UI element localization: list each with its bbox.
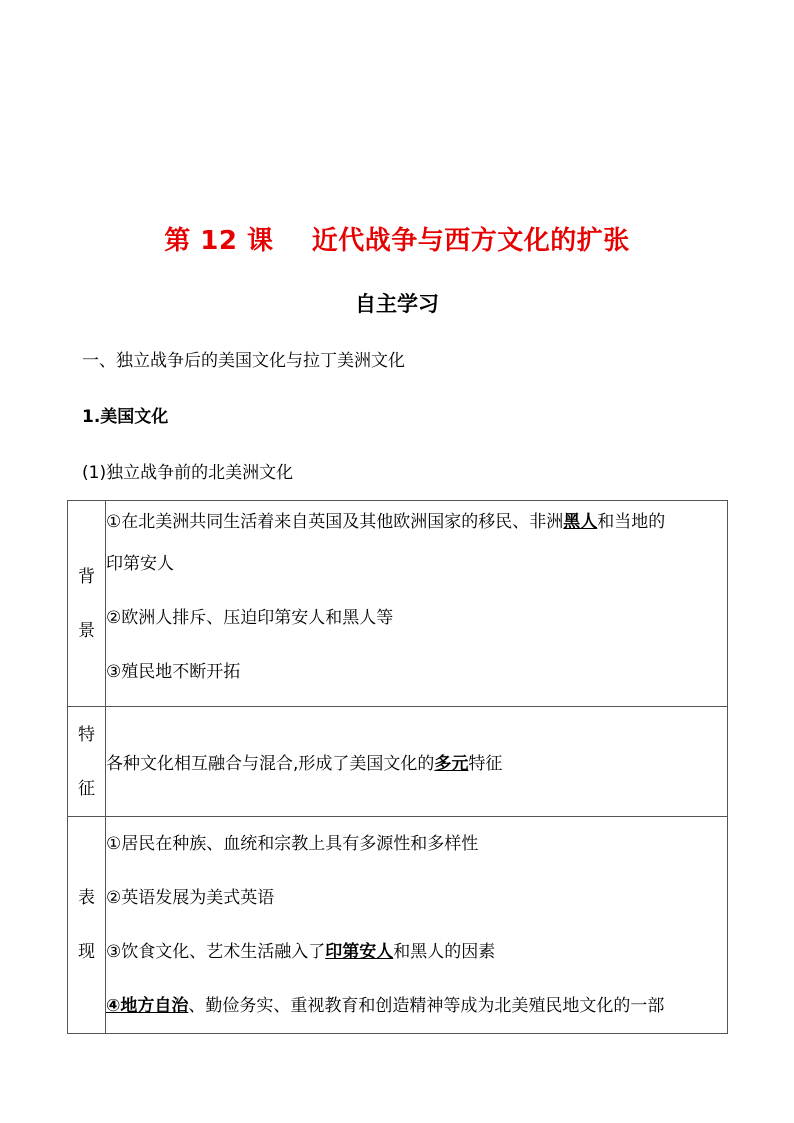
row-header-char: 特 bbox=[78, 724, 95, 745]
table-row-manifestation bbox=[68, 817, 728, 1034]
row-header-char: 表 bbox=[78, 888, 95, 908]
list-item: ②欧洲人排斥、压迫印第安人和黑人等 bbox=[106, 608, 394, 628]
row-header-char: 背 bbox=[78, 566, 95, 587]
sub-subsection-heading: (1)独立战争前的北美洲文化 bbox=[82, 463, 294, 483]
lesson-title: 第 12 课 近代战争与西方文化的扩张 bbox=[164, 226, 630, 256]
list-item: ③殖民地不断开拓 bbox=[106, 662, 241, 682]
row-header-char: 现 bbox=[78, 942, 95, 962]
subsection-heading: 1.美国文化 bbox=[82, 407, 169, 427]
list-item: ①在北美洲共同生活着来自英国及其他欧洲国家的移民、非洲黑人和当地的 bbox=[106, 512, 666, 532]
list-item: ②英语发展为美式英语 bbox=[106, 888, 275, 908]
keyword: 多元 bbox=[434, 754, 469, 774]
keyword: 印第安人 bbox=[325, 942, 394, 962]
section-subtitle: 自主学习 bbox=[355, 292, 439, 316]
row-header-char: 景 bbox=[78, 620, 95, 641]
row-content-background bbox=[106, 501, 728, 707]
table-row-feature bbox=[68, 707, 728, 817]
content-table bbox=[67, 500, 728, 1034]
row-header-feature bbox=[68, 707, 106, 817]
row-header-background bbox=[68, 501, 106, 707]
row-header-manifestation bbox=[68, 817, 106, 1034]
keyword: 黑人 bbox=[563, 512, 598, 532]
row-header-char: 征 bbox=[78, 778, 95, 799]
list-item: ④地方自治、勤俭务实、重视教育和创造精神等成为北美殖民地文化的一部 bbox=[106, 996, 665, 1016]
keyword: ④地方自治 bbox=[106, 996, 189, 1016]
list-item: ③饮食文化、艺术生活融入了印第安人和黑人的因素 bbox=[106, 942, 496, 962]
list-item-continued: 印第安人 bbox=[106, 554, 174, 574]
section-heading: 一、独立战争后的美国文化与拉丁美洲文化 bbox=[82, 351, 405, 371]
row-content-feature: 各种文化相互融合与混合,形成了美国文化的多元特征 bbox=[106, 707, 728, 817]
list-item: ①居民在种族、血统和宗教上具有多源性和多样性 bbox=[106, 834, 479, 854]
row-content-manifestation bbox=[106, 817, 728, 1034]
table-row-background bbox=[68, 501, 728, 707]
